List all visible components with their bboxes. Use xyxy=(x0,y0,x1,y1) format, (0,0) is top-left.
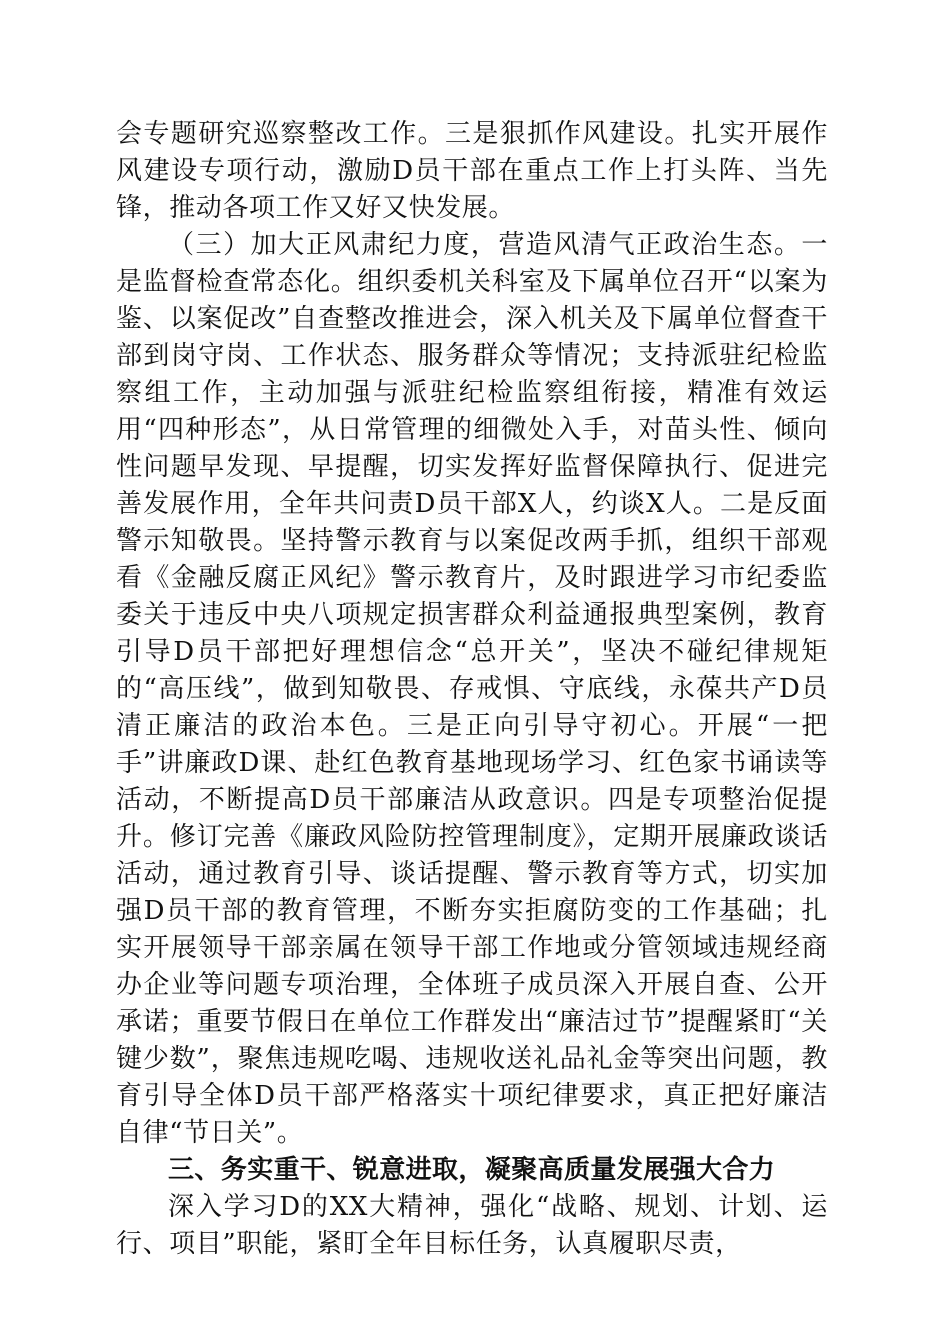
paragraph-section-intro: 深入学习D的XX大精神，强化“战略、规划、计划、运行、项目”职能，紧盯全年目标任务，认真履职尽责， xyxy=(116,1192,828,1259)
paragraph-continuation: 会专题研究巡察整改工作。三是狠抓作风建设。扎实开展作风建设专项行动，激励D员干部在重点工作上打头阵、当先锋，推动各项工作又好又快发展。 xyxy=(116,119,828,223)
document-body xyxy=(116,116,828,1263)
paragraph-section-3: （三）加大正风肃纪力度，营造风清气正政治生态。一是监督检查常态化。组织委机关科室及下属单位召开“以案为鉴、以案促改”自查整改推进会，深入机关及下属单位督查干部到岗守岗、工作状态、服务群众等情况；支持派驻纪检监察组工作，主动加强与派驻纪检监察组衔接，精准有效运用“四种形态”，从日常管理的细微处入手，对苗头性、倾向性问题早发现、早提醒，切实发挥好监督保障执行、促进完善发展作用，全年共问责D员干部X人，约谈X人。二是反面警示知敬畏。坚持警示教育与以案促改两手抓，组织干部观看《金融反腐正风纪》警示教育片，及时跟进学习市纪委监委关于违反中央八项规定损害群众利益通报典型案例，教育引导D员干部把好理想信念“总开关”，坚决不碰纪律规矩的“高压线”，做到知敬畏、存戒惧、守底线，永葆共产D员清正廉洁的政治本色。三是正向引导守初心。开展“一把手”讲廉政D课、赴红色教育基地现场学习、红色家书诵读等活动，不断提高D员干部廉洁从政意识。四是专项整治促提升。修订完善《廉政风险防控管理制度》，定期开展廉政谈话活动，通过教育引导、谈话提醒、警示教育等方式，切实加强D员干部的教育管理，不断夯实拒腐防变的工作基础；扎实开展领导干部亲属在领导干部工作地或分管领域违规经商办企业等问题专项治理，全体班子成员深入开展自查、公开承诺；重要节假日在单位工作群发出“廉洁过节”提醒紧盯“关键少数”，聚焦违规吃喝、违规收送礼品礼金等突出问题，教育引导全体D员干部严格落实十项纪律要求，真正把好廉洁自律“节日关”。 xyxy=(116,230,828,1148)
section-heading: 三、务实重干、锐意进取，凝聚高质量发展强大合力 xyxy=(168,1155,776,1185)
